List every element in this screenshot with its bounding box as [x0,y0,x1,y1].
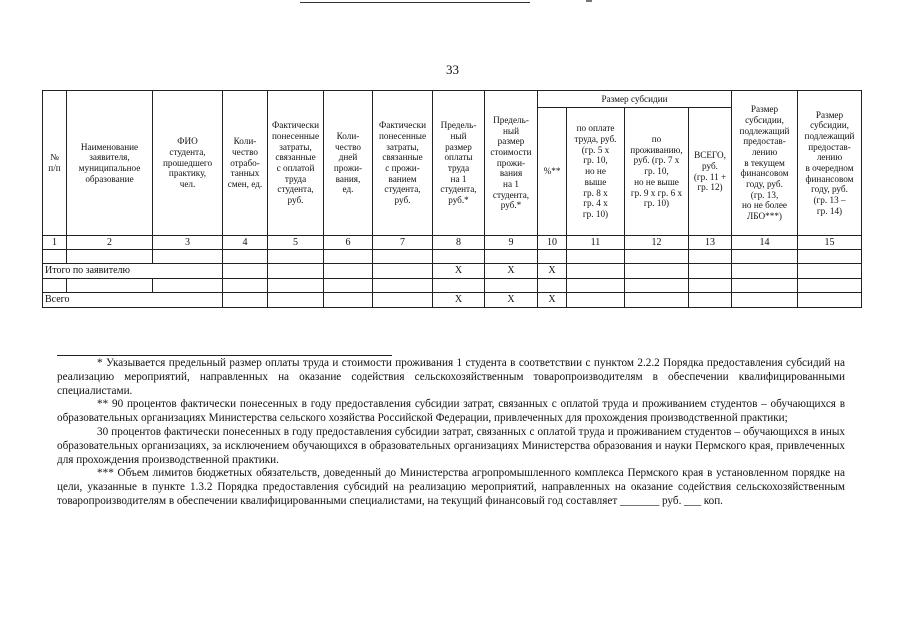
table-cell [689,264,732,279]
table-cell [689,250,732,264]
footnote-2: ** 90 процентов фактически понесенных в году предоставления субсидии затрат, связанных с оплатой труда и проживанием студентов – обучающихся в образовательных организациях Министерства сельского хозяйства Российской Федерации, привлеченных для прохождения производственной практики; [57,398,845,425]
column-number: 3 [153,236,223,250]
column-number: 4 [223,236,268,250]
col-header-15: Размер субсидии, подлежащий предостав- лению в очередном финансовом году, руб. (гр. 13 – гр. 14) [798,91,862,236]
table-cell [223,264,268,279]
table-cell [324,279,373,293]
footnote-separator [57,355,392,356]
x-mark: Х [433,264,485,279]
table-cell [798,250,862,264]
table-cell [485,250,538,264]
col-header-14: Размер субсидии, подлежащий предостав- лению в текущем финансовом году, руб. (гр. 13, но не более ЛБО***) [732,91,798,236]
column-number-row [43,236,862,250]
table-cell [625,250,689,264]
column-number: 6 [324,236,373,250]
table-cell [433,250,485,264]
column-number: 7 [373,236,433,250]
applicant-total-label: Итого по заявителю [43,264,223,279]
column-number: 5 [268,236,324,250]
table-cell [268,279,324,293]
footnotes [57,357,845,509]
scan-top-line [300,2,530,3]
col-header-4: Коли- чество отрабо- танных смен, ед. [223,91,268,236]
col-header-6: Коли- чество дней прожи- вания, ед. [324,91,373,236]
table-cell [538,250,567,264]
column-number: 11 [567,236,625,250]
col-header-8: Предель- ный размер оплаты труда на 1 студента, руб.* [433,91,485,236]
table-cell [485,279,538,293]
table-cell [324,293,373,308]
table-cell [67,250,153,264]
group-header-subsidy-size: Размер субсидии [538,91,732,108]
table-cell [268,264,324,279]
table-cell [373,250,433,264]
applicant-total-row [43,264,862,279]
col-header-10: %** [538,108,567,236]
scan-artifact [586,0,592,2]
x-mark: Х [485,264,538,279]
table-cell [689,293,732,308]
table-cell [798,264,862,279]
table-cell [373,279,433,293]
column-number: 9 [485,236,538,250]
column-number: 12 [625,236,689,250]
page-number: 33 [446,62,459,77]
footnote-1: * Указывается предельный размер оплаты труда и стоимости проживания 1 студента в соответствии с пунктом 2.2.2 Порядка предоставления субсидий на реализацию мероприятий, направленных на оказание содействия сельскохозяйственным товаропроизводителям в обеспечении квалифицированными специалистами. [57,357,845,397]
column-number: 10 [538,236,567,250]
table-cell [67,279,153,293]
table-cell [223,293,268,308]
subsidy-table [42,90,862,308]
table-cell [268,250,324,264]
col-header-7: Фактически понесенные затраты, связанные с прожи- ванием студента, руб. [373,91,433,236]
table-cell [625,279,689,293]
table-cell [223,250,268,264]
table-cell [538,279,567,293]
column-number: 1 [43,236,67,250]
table-cell [798,293,862,308]
table-cell [223,279,268,293]
x-mark: Х [538,293,567,308]
col-header-1: № п/п [43,91,67,236]
table-cell [798,279,862,293]
table-cell [567,293,625,308]
header-row-group [43,91,862,108]
table-cell [153,250,223,264]
footnote-2-continued: 30 процентов фактически понесенных в году предоставления субсидии затрат, связанных с оплатой труда и проживанием студентов – обучающихся в иных образовательных организациях, за исключением обучающихся в образовательных организациях Министерства образования и науки Пермского края, привлеченных для прохождения производственной практики. [57,425,845,466]
table-cell [43,279,67,293]
table-cell [433,279,485,293]
table-cell [268,293,324,308]
x-mark: Х [485,293,538,308]
table-cell [373,293,433,308]
table-cell [324,250,373,264]
table-cell [153,279,223,293]
table-cell [732,293,798,308]
column-number: 14 [732,236,798,250]
table-cell [324,264,373,279]
table-cell [43,250,67,264]
column-number: 13 [689,236,732,250]
table-cell [567,279,625,293]
footnote-3: *** Объем лимитов бюджетных обязательств, доведенный до Министерства агропромышленного комплекса Пермского края в установленном порядке на цели, указанные в пункте 1.3.2 Порядка предоставления субсидий на реализацию мероприятий, направленных на оказание содействия сельскохозяйственным товаропроизводителям в обеспечении квалифицированными специалистами, на текущий финансовый год составляет _______ руб. ___ коп. [57,467,845,507]
table-cell [567,250,625,264]
col-header-12: по проживанию, руб. (гр. 7 х гр. 10, но не выше гр. 9 х гр. 6 х гр. 10) [625,108,689,236]
grand-total-row [43,293,862,308]
x-mark: Х [433,293,485,308]
col-header-2: Наименование заявителя, муниципальное образование [67,91,153,236]
table-cell [567,264,625,279]
table-cell [689,279,732,293]
table-cell [373,264,433,279]
table-cell [625,264,689,279]
col-header-11: по оплате труда, руб. (гр. 5 х гр. 10, но не выше гр. 8 х гр. 4 х гр. 10) [567,108,625,236]
table-cell [732,264,798,279]
column-number: 8 [433,236,485,250]
grand-total-label: Всего [43,293,223,308]
col-header-3: ФИО студента, прошедшего практику, чел. [153,91,223,236]
empty-row [43,279,862,293]
column-number: 15 [798,236,862,250]
column-number: 2 [67,236,153,250]
table-cell [625,293,689,308]
col-header-5: Фактически понесенные затраты, связанные с оплатой труда студента, руб. [268,91,324,236]
col-header-9: Предель- ный размер стоимости прожи- вания на 1 студента, руб.* [485,91,538,236]
x-mark: Х [538,264,567,279]
table-cell [732,250,798,264]
col-header-13: ВСЕГО, руб. (гр. 11 + гр. 12) [689,108,732,236]
empty-row [43,250,862,264]
table-cell [732,279,798,293]
